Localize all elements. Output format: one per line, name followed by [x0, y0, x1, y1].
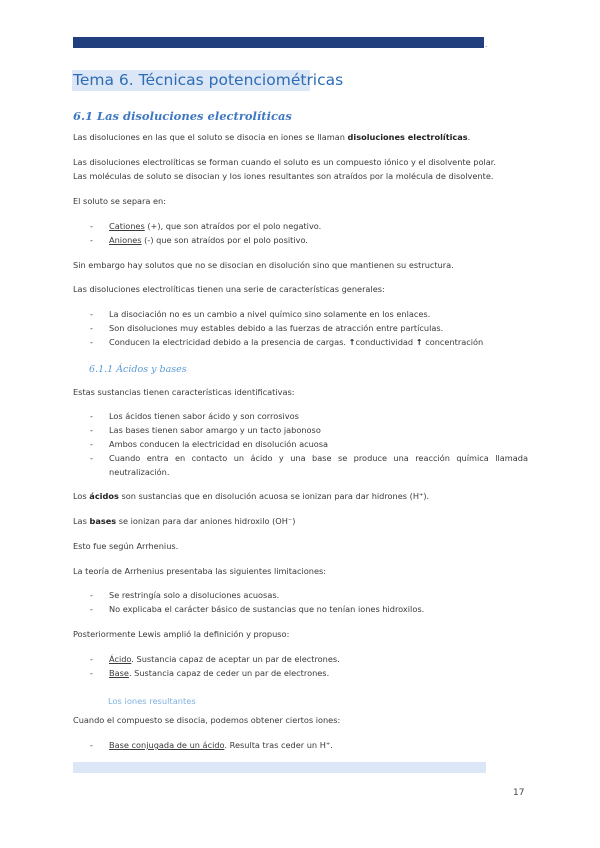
paragraph-limitaciones: La teoría de Arrhenius presentaba las siguientes limitaciones:	[73, 566, 327, 576]
list-dash: -	[90, 740, 93, 750]
list-dash: -	[90, 590, 93, 600]
arrow-up-icon: ↑	[348, 337, 356, 347]
paragraph-acidos	[73, 489, 528, 503]
list-dash: -	[90, 309, 93, 319]
list-dash: -	[90, 453, 93, 463]
page-title: Tema 6. Técnicas potenciométricas	[73, 71, 344, 89]
page-number: 17	[513, 788, 525, 798]
header-bar	[73, 37, 484, 48]
list-text: Se restringía solo a disoluciones acuosas.	[109, 590, 280, 600]
text: .	[467, 132, 471, 142]
underlined-term: Cationes	[109, 221, 145, 231]
text: Las	[73, 516, 90, 526]
text: (+), que son atraídos por el polo negativo.	[144, 221, 322, 231]
iones-heading: Los iones resultantes	[108, 696, 196, 706]
list-text: La disociación no es un cambio a nivel químico sino solamente en los enlaces.	[109, 309, 431, 319]
list-dash: -	[90, 604, 93, 614]
text: son sustancias que en disolución acuosa se ionizan para dar hidrones (H⁺).	[118, 491, 430, 501]
bold-term: disoluciones electrolíticas	[347, 132, 468, 142]
text: Los	[73, 491, 90, 501]
list-text: Las bases tienen sabor amargo y un tacto jabonoso	[109, 425, 321, 435]
paragraph-identificativas: Estas sustancias tienen características identificativas:	[73, 387, 295, 397]
paragraph-formation-line2: Las moléculas de soluto se disocian y los iones resultantes son atraídos por la molécula de disolvente.	[73, 171, 494, 181]
list-text: Ambos conducen la electricidad en disolución acuosa	[109, 439, 329, 449]
paragraph-formation-line1: Las disoluciones electrolíticas se forman cuando el soluto es un compuesto iónico y el disolvente polar.	[73, 157, 496, 167]
text: (-) que son atraídos por el polo positivo.	[141, 235, 308, 245]
paragraph-separa: El soluto se separa en:	[73, 196, 167, 206]
list-dash: -	[90, 323, 93, 333]
bold-term: bases	[89, 516, 117, 526]
list-dash: -	[90, 411, 93, 421]
paragraph-bases	[73, 514, 528, 528]
underlined-term: Ácido	[109, 654, 132, 664]
text: . Sustancia capaz de ceder un par de electrones.	[128, 668, 330, 678]
footer-bar	[73, 762, 486, 773]
list-text: Son disoluciones muy estables debido a las fuerzas de atracción entre partículas.	[109, 323, 444, 333]
paragraph-lewis: Posteriormente Lewis amplió la definición y propuso:	[73, 629, 290, 639]
list-dash: -	[90, 337, 93, 347]
header-dot: .	[485, 41, 488, 49]
underlined-term: Base conjugada de un ácido	[109, 740, 225, 750]
text: . Sustancia capaz de aceptar un par de electrones.	[131, 654, 340, 664]
list-dash: -	[90, 654, 93, 664]
text: se ionizan para dar aniones hidroxilo (OH⁻)	[116, 516, 296, 526]
paragraph-no-disocian: Sin embargo hay solutos que no se disocian en disolución sino que mantienen su estructura.	[73, 260, 454, 270]
underlined-term: Aniones	[109, 235, 142, 245]
list-text: Los ácidos tienen sabor ácido y son corrosivos	[109, 411, 299, 421]
list-dash: -	[90, 235, 93, 245]
list-text: No explicaba el carácter básico de sustancias que no tenían iones hidroxilos.	[109, 604, 425, 614]
section-heading: 6.1 Las disoluciones electrolíticas	[73, 109, 292, 123]
list-dash: -	[90, 439, 93, 449]
list-dash: -	[90, 425, 93, 435]
list-text: Conducen la electricidad debido a la presencia de cargas.	[109, 337, 347, 347]
list-text: Cuando entra en contacto un ácido y una base se produce una reacción química llamada neutralización.	[109, 453, 528, 477]
bold-term: ácidos	[89, 491, 119, 501]
arrow-up-icon: ↑	[415, 337, 423, 347]
text: conductividad	[355, 337, 416, 347]
subsection-heading: 6.1.1 Ácidos y bases	[89, 364, 187, 375]
paragraph-definition	[73, 130, 528, 144]
paragraph-arrhenius: Esto fue según Arrhenius.	[73, 541, 179, 551]
paragraph-iones: Cuando el compuesto se disocia, podemos obtener ciertos iones:	[73, 715, 341, 725]
underlined-term: Base	[109, 668, 129, 678]
list-dash: -	[90, 221, 93, 231]
text: concentración	[422, 337, 484, 347]
list-dash: -	[90, 668, 93, 678]
text: Las disoluciones en las que el soluto se disocia en iones se llaman	[73, 132, 348, 142]
paragraph-caracteristicas: Las disoluciones electrolíticas tienen una serie de características generales:	[73, 284, 385, 294]
text: . Resulta tras ceder un H⁺.	[224, 740, 333, 750]
